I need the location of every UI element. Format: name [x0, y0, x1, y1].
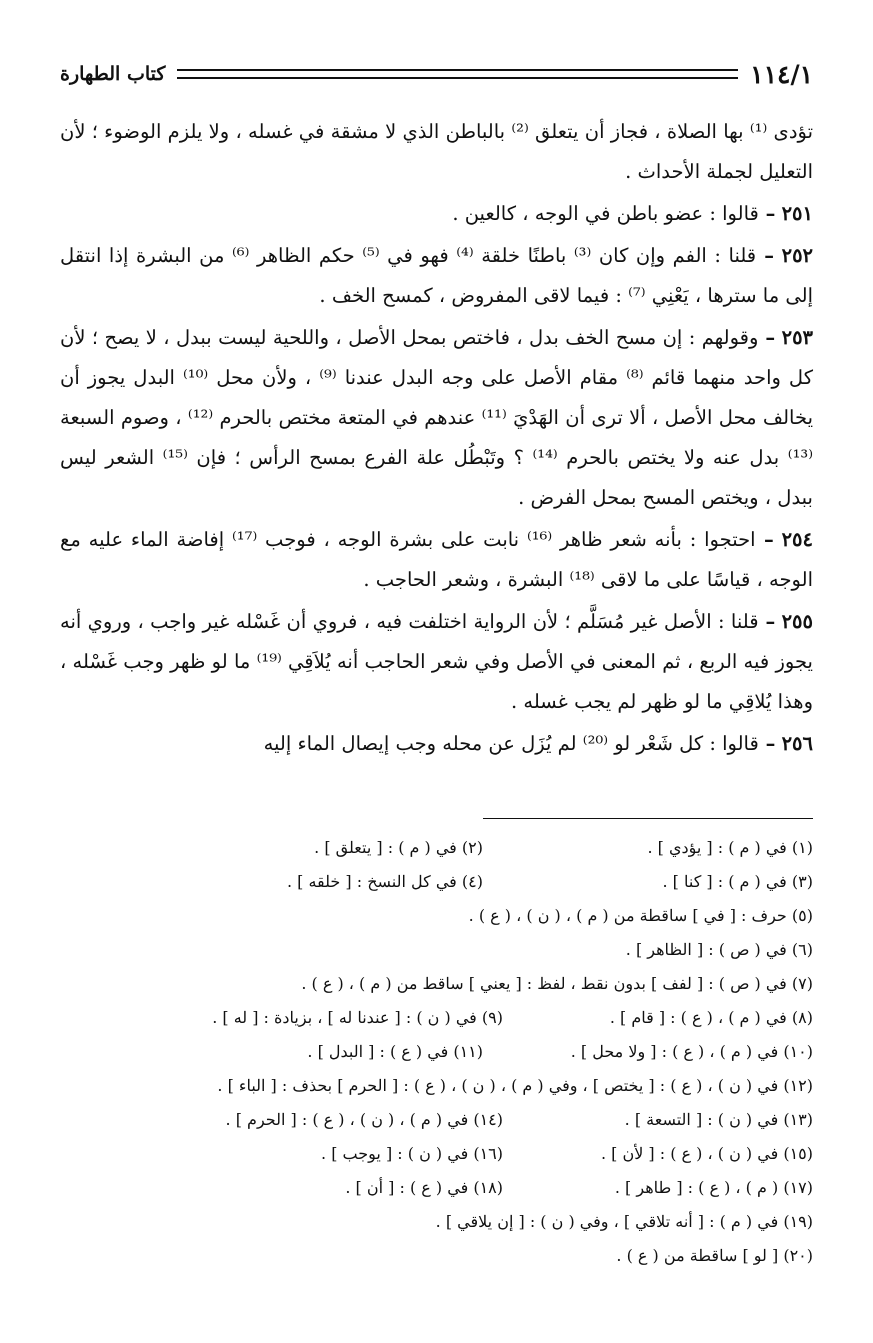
footnote-row: [60, 1034, 813, 1068]
footnote: (٩) في ( ن ) : [ عندنا له ] ، بزيادة : [ له ] .: [212, 1007, 503, 1027]
paragraph-number: ٢٥٥: [781, 610, 813, 633]
footnote-row: [60, 1102, 813, 1136]
paragraph-number: ٢٥١: [781, 202, 813, 225]
footnote: (٤) في كل النسخ : [ خلقه ] .: [286, 871, 483, 891]
footnote: (١٢) في ( ن ) ، ( ع ) : [ يختص ] ، وفي ( م ) ، ( ن ) ، ( ع ) : [ الحرم ] بحذف : [ الباء ] .: [217, 1075, 813, 1095]
footnote: (١٥) في ( ن ) ، ( ع ) : [ لأن ] .: [600, 1143, 813, 1163]
paragraph-text: قالوا : عضو باطن في الوجه ، كالعين .: [452, 202, 759, 225]
paragraph: [60, 520, 813, 600]
dash: –: [755, 528, 774, 551]
footnote-row: [60, 1136, 813, 1170]
paragraph: [60, 236, 813, 316]
footnote: (٦) في ( ص ) : [ الظاهر ] .: [625, 939, 813, 959]
dash: –: [758, 202, 776, 225]
paragraph-text: قلنا : الأصل غير مُسَلَّم ؛ لأن الرواية اختلفت فيه ، فروي أن غَسْله غير واجب ، وروي أنه يجوز فيه الربع ، ثم المعنى في الأصل وفي شعر الحاجب أنه يُلاَقِي ⁽¹⁹⁾ ما لو ظهر وجب غَسْله ، وهذا يُلاقِي ما لو ظهر لم يجب غسله .: [60, 610, 813, 713]
paragraph-text: قلنا : الفم وإن كان ⁽³⁾ باطنًا خلقة ⁽⁴⁾ فهو في ⁽⁵⁾ حكم الظاهر ⁽⁶⁾ من البشرة إذا انتقل إلى ما سترها ، يَعْنِي ⁽⁷⁾ : فيما لاقى المفروض ، كمسح الخف .: [60, 244, 813, 307]
paragraph: [60, 724, 813, 764]
paragraph-text: تؤدى ⁽¹⁾ بها الصلاة ، فجاز أن يتعلق ⁽²⁾ بالباطن الذي لا مشقة في غسله ، ولا يلزم الوضوء ؛ لأن التعليل لجملة الأحداث .: [60, 120, 814, 183]
footnote: (٢) في ( م ) : [ يتعلق ] .: [314, 837, 483, 857]
footnote: (٧) في ( ص ) : [ لفف ] بدون نقط ، لفظ : [ يعني ] ساقط من ( م ) ، ( ع ) .: [301, 973, 813, 993]
page-number: ١١٤/١: [750, 59, 813, 89]
footnote: (١٠) في ( م ) ، ( ع ) : [ ولا محل ] .: [570, 1041, 813, 1061]
footnote-row: [60, 1204, 813, 1238]
footnote-separator: [483, 818, 813, 819]
footnote: (١٤) في ( م ) ، ( ن ) ، ( ع ) : [ الحرم ] .: [225, 1109, 503, 1129]
page-header: [60, 56, 813, 92]
footnote-row: [60, 864, 813, 898]
footnote-row: [60, 898, 813, 932]
header-double-rule: [177, 69, 738, 79]
paragraph-text: قالوا : كل شَعْر لو ⁽²⁰⁾ لم يُزَل عن محله وجب إيصال الماء إليه: [263, 732, 759, 755]
footnote: (١) في ( م ) : [ يؤدي ] .: [647, 837, 813, 857]
footnote-row: [60, 1000, 813, 1034]
footnote: (٣) في ( م ) : [ كنا ] .: [662, 871, 813, 891]
footnote-row: [60, 966, 813, 1000]
paragraph-number: ٢٥٦: [781, 732, 813, 755]
book-title: كتاب الطهارة: [60, 63, 166, 85]
paragraph-number: ٢٥٤: [781, 528, 813, 551]
footnote-row: [60, 932, 813, 966]
paragraph: [60, 112, 813, 192]
paragraph-number: ٢٥٣: [781, 326, 814, 349]
footnote: (١٨) في ( ع ) : [ أن ] .: [345, 1177, 503, 1197]
dash: –: [756, 244, 775, 267]
footnotes: [60, 830, 813, 1272]
footnote: (٨) في ( م ) ، ( ع ) : [ قام ] .: [609, 1007, 813, 1027]
paragraph-text: وقولهم : إن مسح الخف بدل ، فاختص بمحل الأصل ، واللحية ليست ببدل ، لا يصح ؛ لأن كل واحد منهما قائم ⁽⁸⁾ مقام الأصل على وجه البدل عندنا ⁽⁹⁾ ، ولأن محل ⁽¹⁰⁾ البدل يجوز أن يخالف محل الأصل ، ألا ترى أن الهَدْيَ ⁽¹¹⁾ عندهم في المتعة مختص بالحرم ⁽¹²⁾ ، وصوم السبعة ⁽¹³⁾ بدل عنه ولا يختص بالحرم ⁽¹⁴⁾ ؟ وتَبْطُل علة الفرع بمسح الرأس ؛ فإن ⁽¹⁵⁾ الشعر ليس ببدل ، ويختص المسح بمحل الفرض .: [60, 326, 813, 509]
paragraph-number: ٢٥٢: [781, 244, 814, 267]
footnote-row: [60, 1170, 813, 1204]
paragraph: [60, 602, 813, 722]
footnote: (١٩) في ( م ) : [ أنه تلاقي ] ، وفي ( ن ) : [ إن يلاقي ] .: [435, 1211, 813, 1231]
footnote: (١٣) في ( ن ) : [ التسعة ] .: [624, 1109, 813, 1129]
footnote-row: [60, 1238, 813, 1272]
footnote: (١١) في ( ع ) : [ البدل ] .: [307, 1041, 483, 1061]
paragraph-text: احتجوا : بأنه شعر ظاهر ⁽¹⁶⁾ نابت على بشرة الوجه ، فوجب ⁽¹⁷⁾ إفاضة الماء عليه مع الوجه ، قياسًا على ما لاقى ⁽¹⁸⁾ البشرة ، وشعر الحاجب .: [60, 528, 813, 591]
footnote: (١٦) في ( ن ) : [ يوجب ] .: [321, 1143, 503, 1163]
footnote: (٥) حرف : [ في ] ساقطة من ( م ) ، ( ن ) ، ( ع ) .: [468, 905, 813, 925]
footnote: (٢٠) [ لو ] ساقطة من ( ع ) .: [616, 1245, 813, 1265]
footnote-row: [60, 830, 813, 864]
dash: –: [758, 732, 776, 755]
paragraph: [60, 318, 813, 518]
main-text: [60, 112, 813, 766]
dash: –: [758, 610, 776, 633]
dash: –: [758, 326, 776, 349]
footnote-row: [60, 1068, 813, 1102]
footnote: (١٧) ( م ) ، ( ع ) : [ طاهر ] .: [614, 1177, 813, 1197]
paragraph: [60, 194, 813, 234]
